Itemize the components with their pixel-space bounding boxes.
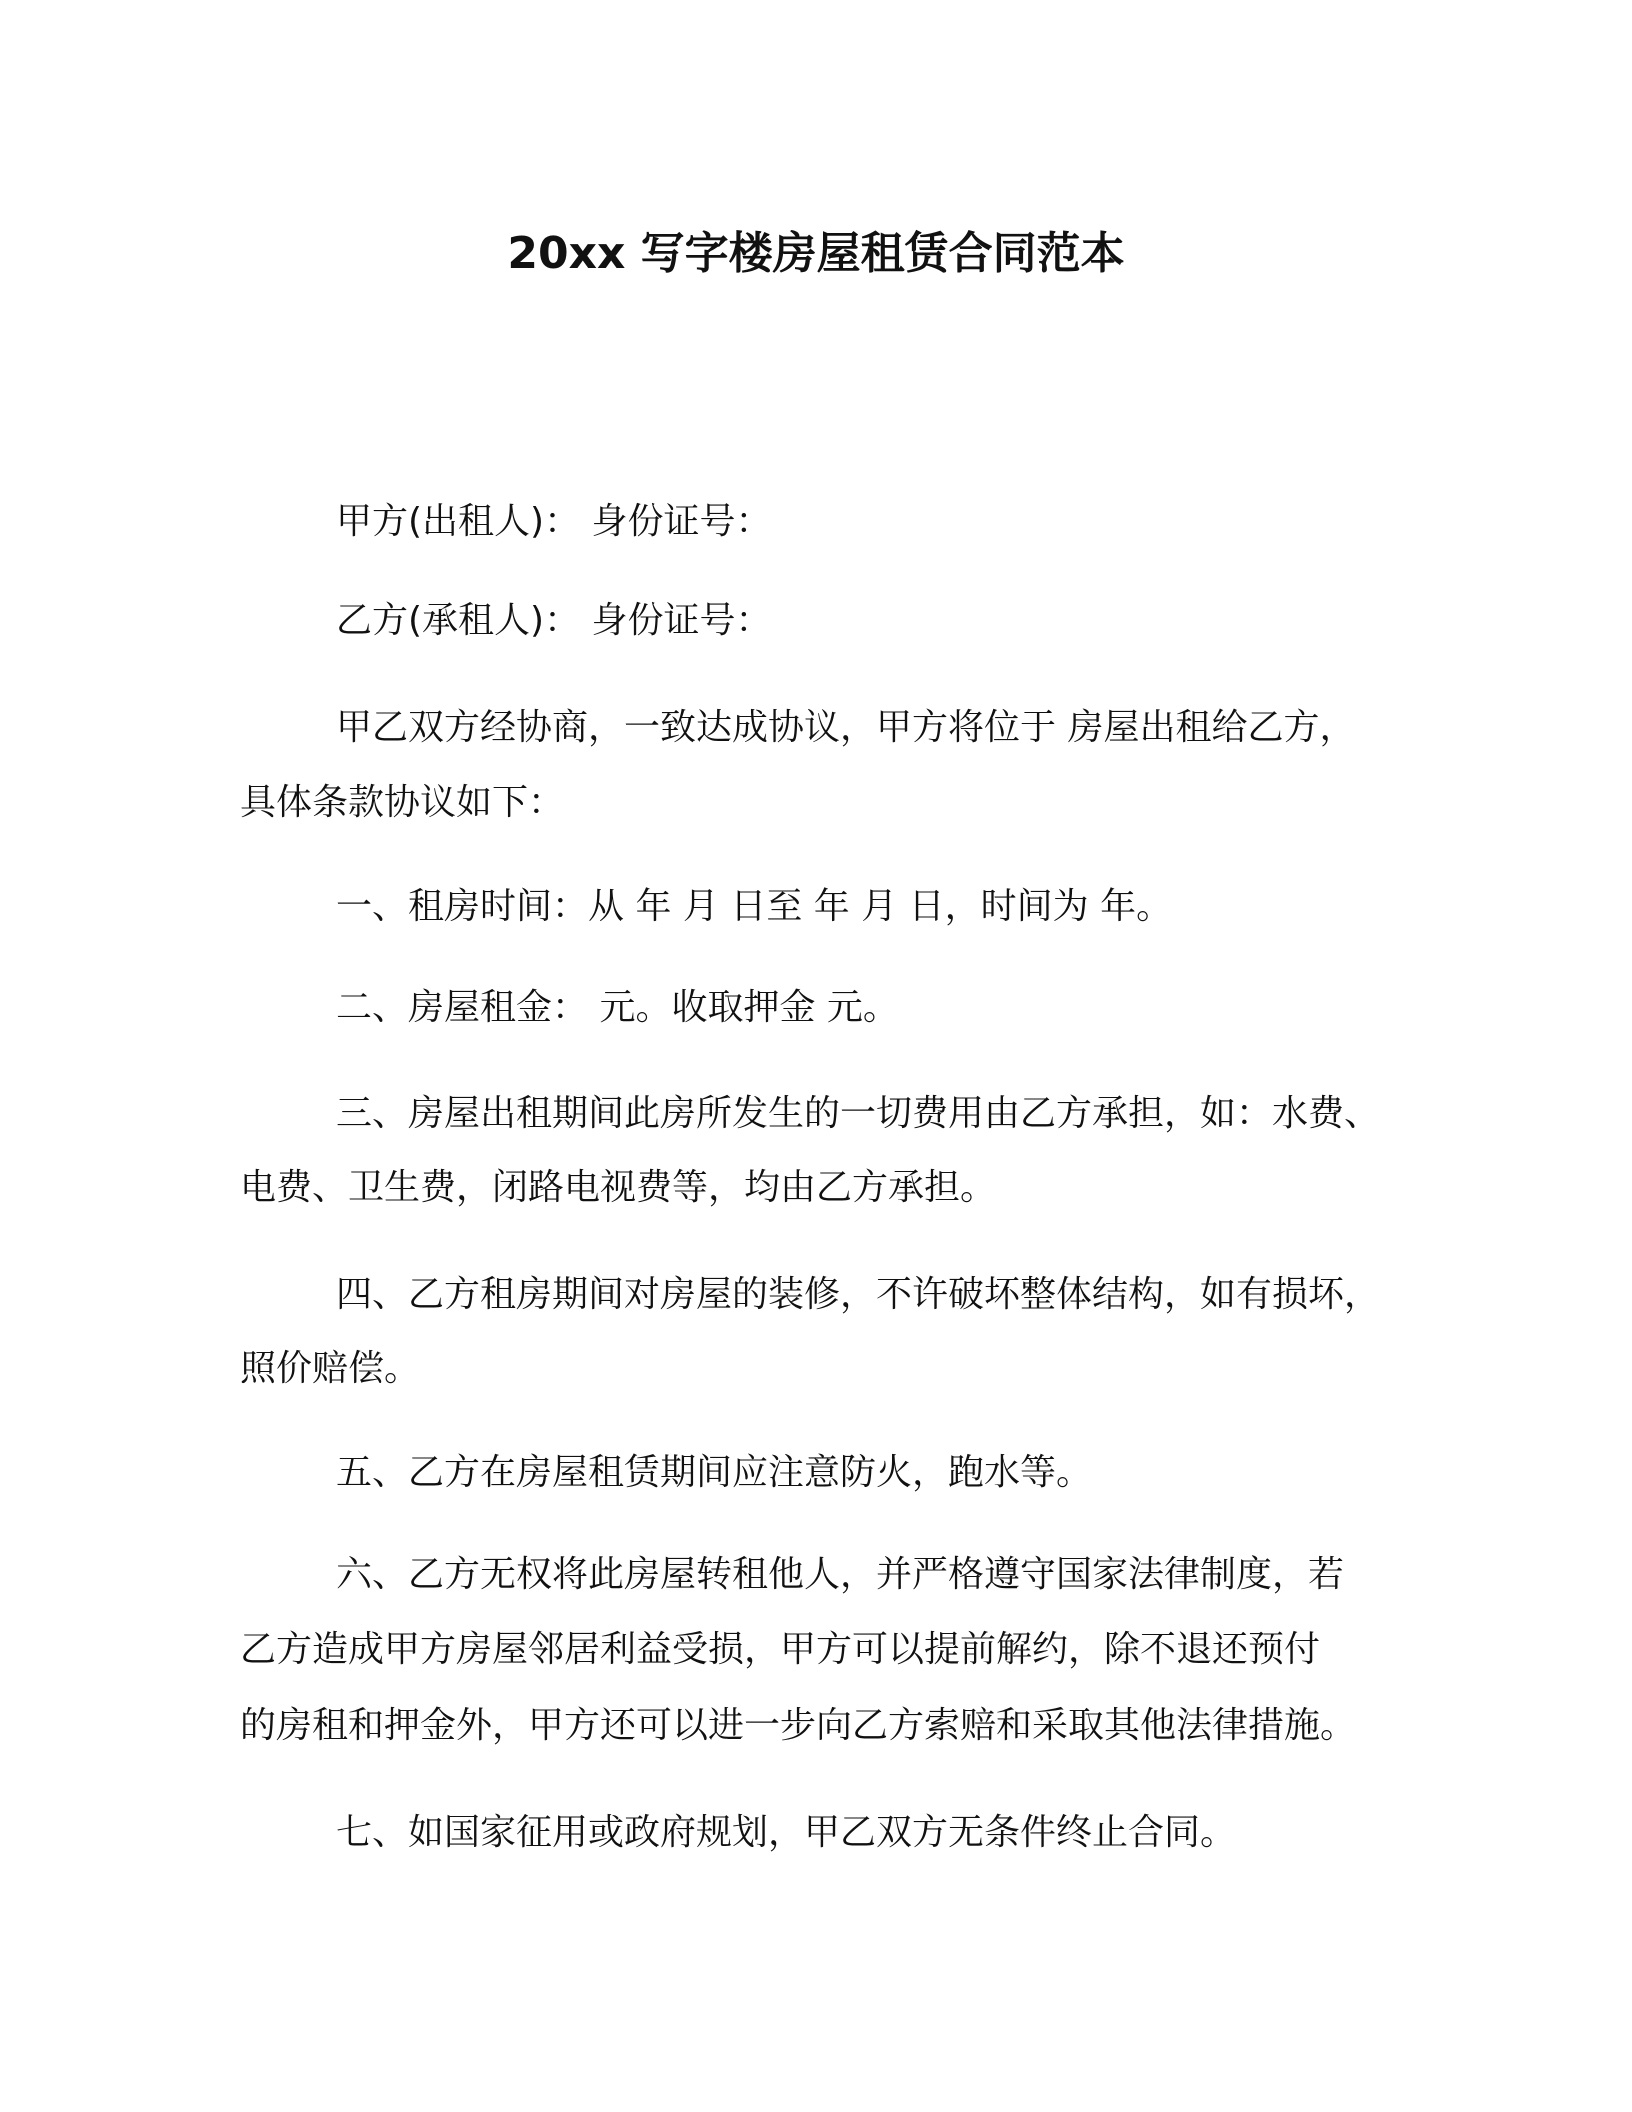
clause-7-line-1: 七、如国家征用或政府规划，甲乙双方无条件终止合同。 — [336, 1812, 1237, 1853]
intro-line-1: 甲乙双方经协商，一致达成协议，甲方将位于 房屋出租给乙方， — [336, 707, 1356, 748]
clause-4-line-2: 照价赔偿。 — [240, 1348, 421, 1389]
clause-3-line-2: 电费、卫生费，闭路电视费等，均由乙方承担。 — [240, 1167, 997, 1208]
intro-line-2: 具体条款协议如下： — [240, 782, 565, 823]
clause-6-line-3: 的房租和押金外，甲方还可以进一步向乙方索赔和采取其他法律措施。 — [240, 1705, 1357, 1746]
clause-5-line-1: 五、乙方在房屋租赁期间应注意防火，跑水等。 — [336, 1452, 1093, 1493]
clause-6-line-2: 乙方造成甲方房屋邻居利益受损，甲方可以提前解约，除不退还预付 — [240, 1629, 1321, 1670]
party-b-line: 乙方(承租人)： 身份证号： — [336, 600, 772, 641]
clause-4-line-1: 四、乙方租房期间对房屋的装修，不许破坏整体结构，如有损坏， — [336, 1274, 1381, 1315]
party-a-line: 甲方(出租人)： 身份证号： — [336, 501, 772, 542]
clause-3-line-1: 三、房屋出租期间此房所发生的一切费用由乙方承担，如：水费、 — [336, 1093, 1381, 1134]
clause-1-line-1: 一、租房时间：从 年 月 日至 年 月 日，时间为 年。 — [336, 886, 1173, 927]
document-title: 20xx 写字楼房屋租赁合同范本 — [507, 228, 1125, 279]
clause-2-line-1: 二、房屋租金： 元。收取押金 元。 — [336, 987, 899, 1028]
clause-6-line-1: 六、乙方无权将此房屋转租他人，并严格遵守国家法律制度，若 — [336, 1554, 1345, 1595]
